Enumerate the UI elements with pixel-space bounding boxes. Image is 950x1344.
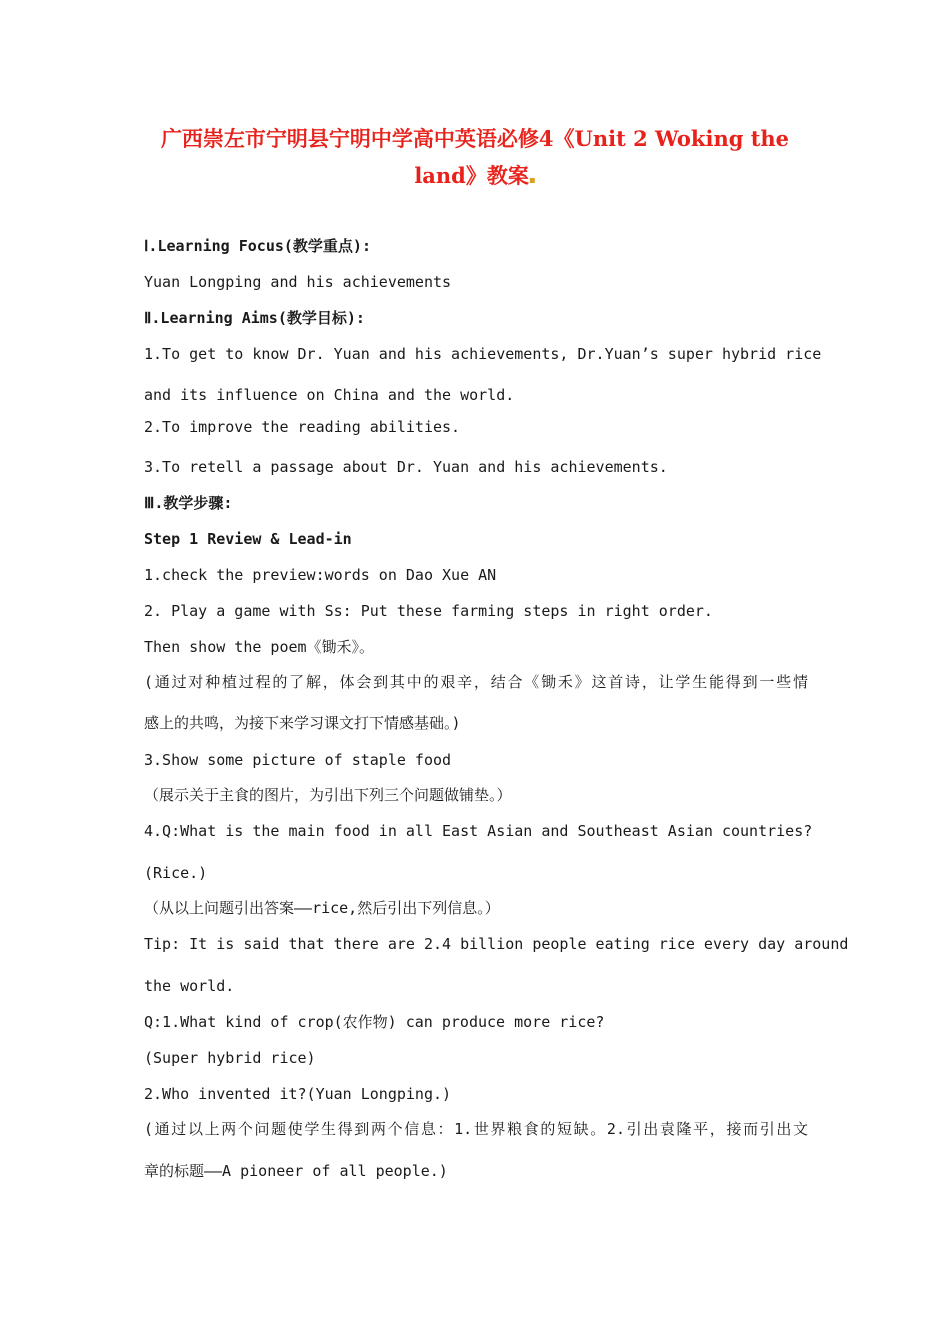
paragraph: 2.Who invented it?(Yuan Longping.) bbox=[144, 1085, 452, 1103]
section-heading-focus: Ⅰ.Learning Focus(教学重点): bbox=[144, 237, 371, 255]
paragraph: 章的标题——A pioneer of all people.) bbox=[144, 1162, 448, 1180]
paragraph: 3.To retell a passage about Dr. Yuan and his achievements. bbox=[144, 458, 668, 476]
paragraph: 1.check the preview:words on Dao Xue AN bbox=[144, 566, 497, 584]
paragraph: (通过对种植过程的了解，体会到其中的艰辛，结合《锄禾》这首诗，让学生能得到一些情 bbox=[144, 673, 808, 691]
title-line-1: 广西崇左市宁明县宁明中学高中英语必修4《Unit 2 Woking the bbox=[160, 126, 790, 151]
paragraph: (Super hybrid rice) bbox=[144, 1049, 316, 1067]
paragraph: （展示关于主食的图片，为引出下列三个问题做铺垫。） bbox=[144, 786, 512, 804]
paragraph: 3.Show some picture of staple food bbox=[144, 751, 452, 769]
paragraph: Yuan Longping and his achievements bbox=[144, 273, 452, 291]
section-heading-steps: Ⅲ.教学步骤: bbox=[144, 494, 233, 512]
anchor-mark: ▪ bbox=[528, 175, 536, 186]
paragraph: (通过以上两个问题使学生得到两个信息：1.世界粮食的短缺。2.引出袁隆平，接而引出文 bbox=[144, 1120, 808, 1138]
paragraph: （从以上问题引出答案——rice,然后引出下列信息。） bbox=[144, 899, 500, 917]
paragraph: 1.To get to know Dr. Yuan and his achievements, Dr.Yuan’s super hybrid rice bbox=[144, 345, 822, 363]
paragraph: 2. Play a game with Ss: Put these farming steps in right order. bbox=[144, 602, 713, 620]
paragraph: Then show the poem《锄禾》。 bbox=[144, 638, 375, 656]
paragraph: the world. bbox=[144, 977, 235, 995]
paragraph: 2.To improve the reading abilities. bbox=[144, 418, 461, 436]
paragraph: 4.Q:What is the main food in all East Asian and Southeast Asian countries? bbox=[144, 822, 813, 840]
paragraph: Q:1.What kind of crop(农作物) can produce more rice? bbox=[144, 1013, 605, 1031]
title-line-2: land》教案▪ bbox=[414, 163, 536, 188]
document-title bbox=[150, 120, 800, 199]
paragraph: (Rice.) bbox=[144, 864, 208, 882]
paragraph: Tip: It is said that there are 2.4 billion people eating rice every day around bbox=[144, 935, 849, 953]
step-heading: Step 1 Review & Lead-in bbox=[144, 530, 352, 548]
paragraph: 感上的共鸣，为接下来学习课文打下情感基础。) bbox=[144, 714, 461, 732]
section-heading-aims: Ⅱ.Learning Aims(教学目标): bbox=[144, 309, 365, 327]
paragraph: and its influence on China and the world. bbox=[144, 386, 515, 404]
